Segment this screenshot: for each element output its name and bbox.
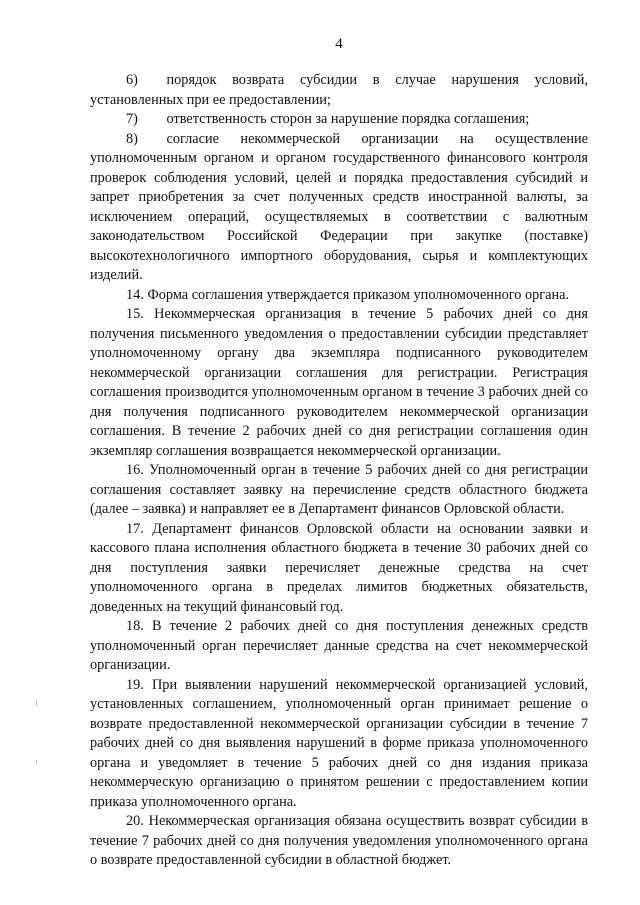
list-item-8: 8) согласие некоммерческой организации на осуществление уполномоченным органом и органом государственного финансового контроля проверок соблюдения условий, целей и порядка предоставления субсидий и запрет приобретения за счет полученных средств иностранной валюты, за исключением операций, осуществляемых в соответствии с валютным законодательством Российской Федерации при закупке (поставке) высокотехнологичного импортного оборудования, сырья и комплектующих изделий. <box>90 130 588 283</box>
clause-17: 17. Департамент финансов Орловской области на основании заявки и кассового плана исполнения областного бюджета в течение 30 рабочих дней со дня поступления заявки перечисляет денежные средства на счет уполномоченного органа в пределах лимитов бюджетных обязательств, доведенных на текущий финансовый год. <box>90 520 588 615</box>
page-number: 4 <box>335 36 343 52</box>
clause-18: 18. В течение 2 рабочих дней со дня поступления денежных средств уполномоченный орган перечисляет данные средства на счет некоммерческой организации. <box>90 618 588 673</box>
clause-16: 16. Уполномоченный орган в течение 5 рабочих дней со дня регистрации соглашения составляет заявку на перечисление средств областного бюджета (далее – заявка) и направляет ее в Департамент финансов Орловской области. <box>90 462 588 517</box>
scan-artifact <box>36 700 37 706</box>
list-item-7: 7) ответственность сторон за нарушение порядка соглашения; <box>126 111 530 127</box>
scan-artifact <box>36 760 37 764</box>
list-item-6: 6) порядок возврата субсидии в случае нарушения условий, установленных при ее предоставлении; <box>90 72 588 108</box>
clause-14: 14. Форма соглашения утверждается приказом уполномоченного органа. <box>126 286 570 303</box>
clause-19: 19. При выявлении нарушений некоммерческой организацией условий, установленных соглашением, уполномоченный орган принимает решение о возврате предоставленной некоммерческой организации субсидии в течение 7 рабочих дней со дня выявления нарушений в форме приказа уполномоченного органа и уведомляет в течение 5 рабочих дней со дня издания приказа некоммерческую организацию о принятом решении с предоставлением копии приказа уполномоченного органа. <box>90 676 588 810</box>
clause-15: 15. Некоммерческая организация в течение 5 рабочих дней со дня получения письменного уведомления о предоставлении субсидии представляет уполномоченному органу два экземпляра подписанного руководителем некоммерческой организации соглашения для регистрации. Регистрация соглашения производится уполномоченным органом в течение 3 рабочих дней со дня получения подписанного руководителем некоммерческой организации соглашения. В течение 2 рабочих дней со дня регистрации соглашения один экземпляр соглашения возвращается некоммерческой организации. <box>90 306 588 459</box>
clause-20: 20. Некоммерческая организация обязана осуществить возврат субсидии в течение 7 рабочих дней со дня получения уведомления уполномоченного органа о возврате предоставленной субсидии в областной бюджет. <box>90 813 588 868</box>
